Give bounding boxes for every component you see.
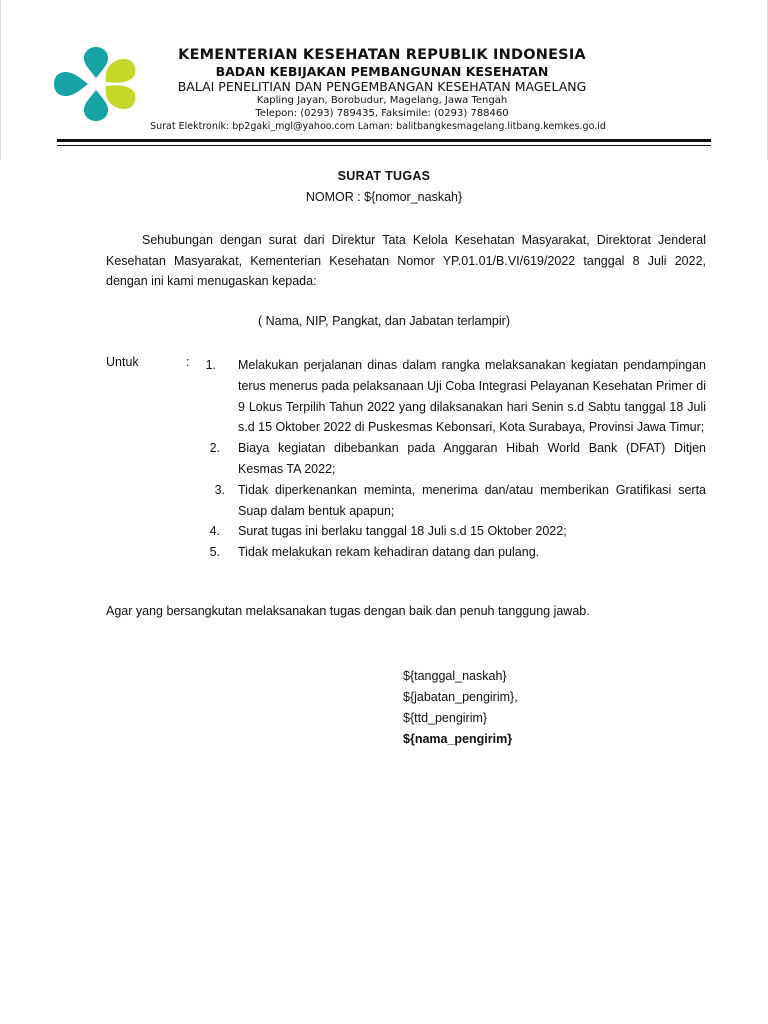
logo-lime-leaves xyxy=(106,59,136,109)
list-item-text: Melakukan perjalanan dinas dalam rangka melaksanakan kegiatan pendampingan terus menerus pada pelaksanaan Uji Coba Integrasi Pelayanan Kesehatan Primer di 9 Lokus Terpilih Tahun 2022 yang dilaksanakan hari Senin s.d Sabtu tanggal 18 Juli s.d 15 Oktober 2022 di Puskesmas Kebonsari, Kota Surabaya, Provinsi Jawa Timur; xyxy=(238,358,706,435)
office-contact: Surat Elektronik: bp2gaki_mgl@yahoo.com Laman: balitbangkesmagelang.litbang.kemkes.go.id xyxy=(150,121,606,132)
letter-number: NOMOR : ${nomor_naskah} xyxy=(305,190,463,204)
page-edge-left xyxy=(0,0,1,160)
list-item-number: 4. xyxy=(209,524,220,539)
list-item-number: 1. xyxy=(205,358,216,372)
agency-name: BADAN KEBIJAKAN PEMBANGUNAN KESEHATAN xyxy=(215,64,549,79)
letterhead-rule-thin xyxy=(57,145,711,146)
letterhead-rule-thick xyxy=(57,139,711,142)
closing-paragraph: Agar yang bersangkutan melaksanakan tugas dengan baik dan penuh tanggung jawab. xyxy=(106,604,590,618)
list-item-text: Surat tugas ini berlaku tanggal 18 Juli s.d 15 Oktober 2022; xyxy=(238,524,567,539)
signature-name: ${nama_pengirim} xyxy=(403,732,513,746)
office-phone: Telepon: (0293) 789435, Faksimile: (0293) 788460 xyxy=(255,108,509,119)
untuk-colon: : xyxy=(186,355,190,369)
signature-date: ${tanggal_naskah} xyxy=(403,669,507,683)
list-item xyxy=(196,480,706,522)
logo-teal-petals xyxy=(54,47,108,121)
list-item xyxy=(196,438,706,480)
list-item xyxy=(196,542,706,563)
list-item xyxy=(196,521,706,542)
office-address: Kapling Jayan, Borobudur, Magelang, Jawa Tengah xyxy=(256,95,508,106)
list-item-text: Tidak melakukan rekam kehadiran datang dan pulang. xyxy=(238,545,540,560)
task-list xyxy=(196,355,706,563)
letterhead xyxy=(142,46,622,133)
list-item xyxy=(196,355,706,438)
ministry-name: KEMENTERIAN KESEHATAN REPUBLIK INDONESIA xyxy=(178,47,586,63)
opening-paragraph: Sehubungan dengan surat dari Direktur Tata Kelola Kesehatan Masyarakat, Direktorat Jenderal Kesehatan Masyarakat, Kementerian Kesehatan Nomor YP.01.01/B.VI/619/2022 tanggal 8 Juli 2022, dengan ini kami menugaskan kepada: xyxy=(106,233,706,288)
signature-block xyxy=(403,666,518,750)
letter-title: SURAT TUGAS xyxy=(337,169,431,183)
assignee-line: ( Nama, NIP, Pangkat, dan Jabatan terlampir) xyxy=(258,314,510,328)
list-item-number: 3. xyxy=(214,482,225,497)
list-item-text: Tidak diperkenankan meminta, menerima dan/atau memberikan Gratifikasi serta Suap dalam bentuk apapun; xyxy=(238,482,706,518)
list-item-text: Biaya kegiatan dibebankan pada Anggaran Hibah World Bank (DFAT) Ditjen Kesmas TA 2022; xyxy=(238,441,706,476)
signature-ttd: ${ttd_pengirim} xyxy=(403,711,488,725)
office-name: BALAI PENELITIAN DAN PENGEMBANGAN KESEHATAN MAGELANG xyxy=(177,79,587,94)
kemenkes-logo-icon xyxy=(52,44,138,124)
list-item-number: 5. xyxy=(209,545,220,560)
signature-position: ${jabatan_pengirim}, xyxy=(403,690,518,704)
untuk-label: Untuk xyxy=(106,355,139,369)
list-item-number: 2. xyxy=(209,441,220,456)
